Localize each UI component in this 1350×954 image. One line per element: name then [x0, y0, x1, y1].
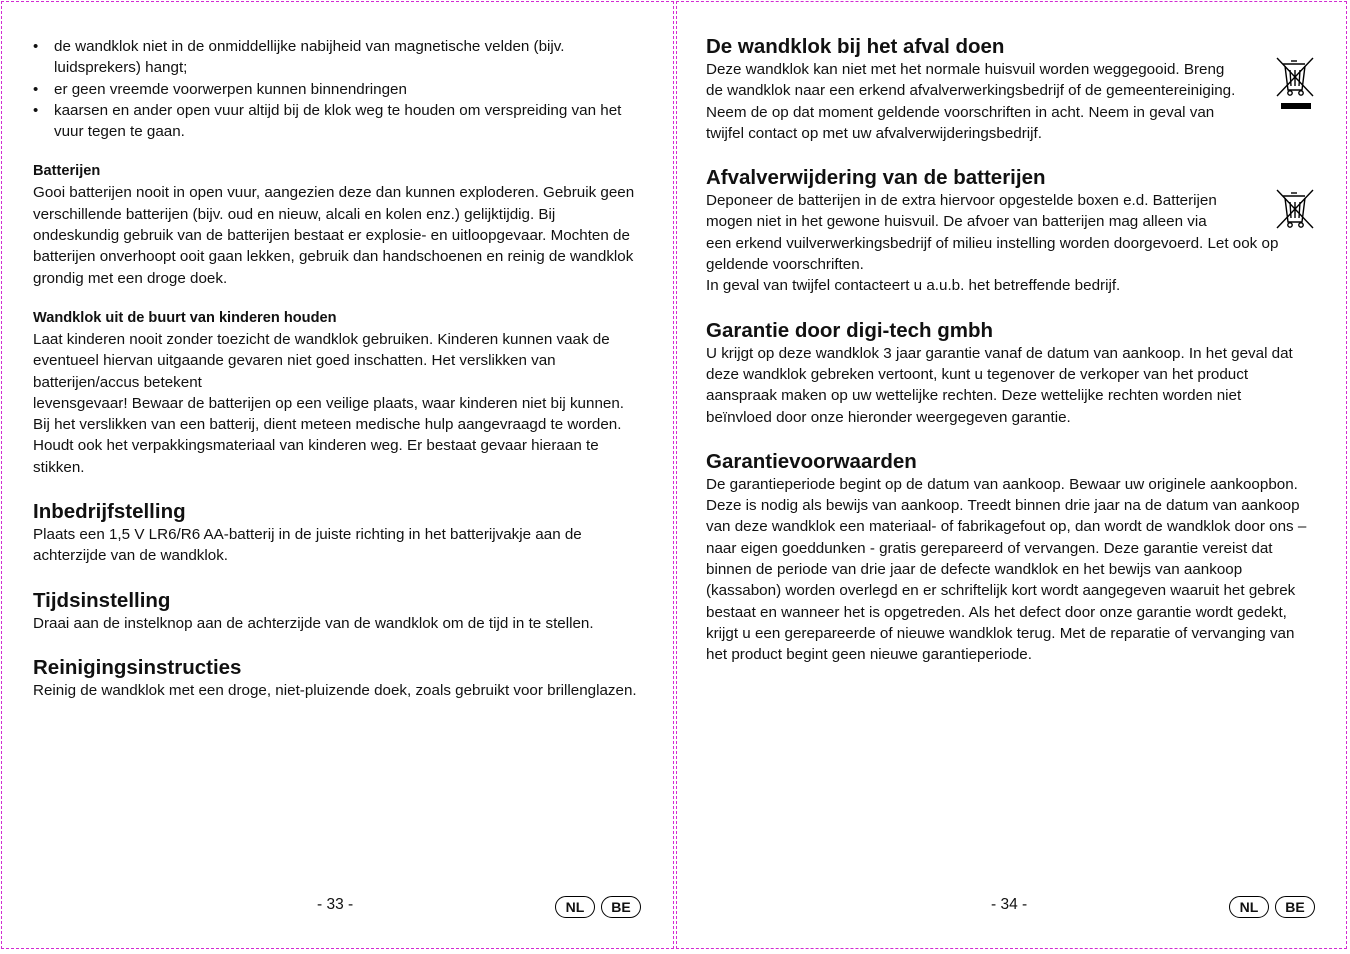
- batterijen-afval-text-1: Deponeer de batterijen in de extra hiervoor opgestelde boxen e.d. Batterijen mogen niet in het gewone huisvuil. De afvoer van batterijen mag alleen via: [706, 192, 1217, 231]
- tijdsinstelling-heading: Tijdsinstelling: [33, 588, 171, 612]
- batterijen-heading: Batterijen: [33, 163, 101, 180]
- country-badge-nl: NL: [1229, 896, 1269, 918]
- garantie-heading: Garantie door digi-tech gmbh: [706, 318, 994, 342]
- safety-bullet-list: [33, 36, 645, 142]
- country-badges-left: [555, 896, 641, 918]
- right-page: [676, 1, 1347, 949]
- list-item: • kaarsen en ander open vuur altijd bij de klok weg te houden om verspreiding van het vuur tegen te gaan.: [33, 100, 645, 143]
- left-page-content: [33, 36, 645, 701]
- tijdsinstelling-text: Draai aan de instelknop aan de achterzijde van de wandklok om de tijd in te stellen.: [33, 614, 594, 632]
- list-item: • er geen vreemde voorwerpen kunnen binnendringen: [33, 79, 645, 100]
- afval-heading: De wandklok bij het afval doen: [706, 35, 1005, 58]
- batterijen-afval-text-2: een erkend vuilverwerkingsbedrijf of milieu instelling worden doorgevoerd. Let ook op geldende voorschriften.: [706, 234, 1279, 274]
- kinderen-heading: Wandklok uit de buurt van kinderen houden: [33, 309, 337, 326]
- kinderen-text-1: Laat kinderen nooit zonder toezicht de wandklok gebruiken. Kinderen kunnen vaak de eventueel hiervan uitgaande gevaren niet goed inschatten. Het verslikken van batterijen/accus betekent: [33, 330, 610, 391]
- kinderen-text-3: Houdt ook het verpakkingsmateriaal van kinderen weg. Er bestaat gevaar hieraan te stikken.: [33, 437, 599, 476]
- left-page: [1, 1, 674, 949]
- right-page-content: [706, 35, 1310, 666]
- crossed-out-battery-bin-icon: [1275, 188, 1317, 232]
- country-badge-be: BE: [601, 896, 641, 918]
- batterijen-afval-heading: Afvalverwijdering van de batterijen: [706, 166, 1046, 190]
- garantievoorwaarden-text: De garantieperiode begint op de datum van aankoop. Bewaar uw originele aankoopbon. Deze is nodig als bewijs van aankoop. Treedt binnen drie jaar na de datum van aankoop van deze wandklok een materiaal- of fabrikagefout op, dan wordt de wandklok door ons – naar eigen goeddunken - gratis gerepareerd of vervangen. Deze garantie vereist dat binnen de periode van drie jaar de defecte wandklok en het bewijs van aankoop (kassabon) worden overlegd en er schriftelijk kort wordt aangegeven waaruit het gebrek bestaat en wanneer het is opgetreden. Als het defect door onze garantie wordt gedekt, krijgt u een gerepareerde of nieuwe wandklok terug. Met de reparatie of vervanging van het product begint geen nieuwe garantieperiode.: [706, 475, 1307, 664]
- crossed-out-wheelie-bin-icon: [1275, 56, 1317, 114]
- garantie-text: U krijgt op deze wandklok 3 jaar garantie vanaf de datum van aankoop. In het geval dat deze wandklok gebreken vertoont, kunt u tegenover de verkoper van het product aanspraak maken op uw wettelijke rechten. Deze wettelijke rechten worden niet beïnvloed door onze hieronder weergegeven garantie.: [706, 344, 1293, 426]
- country-badges-right: [1229, 896, 1315, 918]
- list-item: • de wandklok niet in de onmiddellijke nabijheid van magnetische velden (bijv. luidsprekers) hangt;: [33, 36, 645, 79]
- page-number-33: - 33 -: [317, 896, 354, 913]
- inbedrijfstelling-text: Plaats een 1,5 V LR6/R6 AA-batterij in de juiste richting in het batterijvakje aan de achterzijde van de wandklok.: [33, 526, 582, 565]
- garantievoorwaarden-heading: Garantievoorwaarden: [706, 449, 917, 473]
- inbedrijfstelling-heading: Inbedrijfstelling: [33, 500, 186, 524]
- reinigingsinstructies-text: Reinig de wandklok met een droge, niet-pluizende doek, zoals gebruikt voor brillenglazen.: [33, 681, 637, 699]
- country-badge-be: BE: [1275, 896, 1315, 918]
- page-number-34: - 34 -: [991, 896, 1028, 913]
- batterijen-text: Gooi batterijen nooit in open vuur, aangezien deze dan kunnen exploderen. Gebruik geen verschillende batterijen (bijv. oud en nieuw, alcali en kolen enz.) gelijktijdig. Bij ondeskundig gebruik van de batterijen bestaat er explosie- en uitloopgevaar. Mochten de batterijen onverhoopt ooit gaan lekken, gebruik dan handschoenen en reinig de wandklok grondig met een droge doek.: [33, 184, 635, 287]
- reinigingsinstructies-heading: Reinigingsinstructies: [33, 655, 242, 679]
- afval-text: Deze wandklok kan niet met het normale huisvuil worden weggegooid. Breng de wandklok naar een erkend afvalverwerkingsbedrijf of de gemeentereiniging. Neem de op dat moment geldende voorschriften in acht. Neem in geval van twijfel contact op met uw afvalverwijderingsbedrijf.: [706, 61, 1236, 142]
- batterijen-afval-text-3: In geval van twijfel contacteert u a.u.b. het betreffende bedrijf.: [706, 277, 1121, 295]
- kinderen-text-2: levensgevaar! Bewaar de batterijen op een veilige plaats, waar kinderen niet bij kunnen. Bij het verslikken van een batterij, dient meteen medische hulp aangevraagd te worden.: [33, 394, 624, 434]
- country-badge-nl: NL: [555, 896, 595, 918]
